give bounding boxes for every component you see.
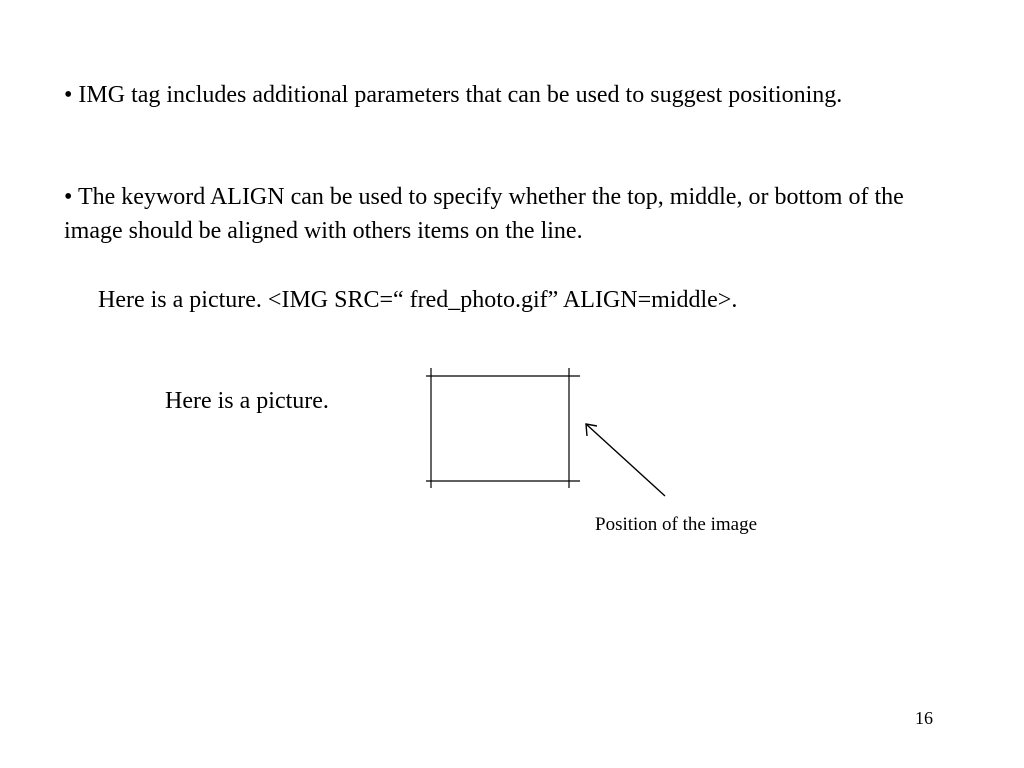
diagram-caption: Position of the image [595, 514, 758, 535]
image-position-diagram [420, 360, 680, 510]
rendered-example-text: Here is a picture. [165, 388, 329, 414]
code-example: Here is a picture. <IMG SRC=“ fred_photo.gif” ALIGN=middle>. [98, 287, 738, 313]
pointer-arrow [586, 424, 665, 496]
page-number: 16 [915, 708, 933, 728]
image-placeholder-frame [426, 368, 580, 488]
bullet-text: The keyword ALIGN can be used to specify whether the top, middle, or bottom of the image should be aligned with others items on the line. [64, 184, 904, 244]
bullet-symbol: • [64, 184, 73, 210]
bullet-point [64, 78, 944, 112]
bullet-text: IMG tag includes additional parameters that can be used to suggest positioning. [78, 82, 843, 108]
bullet-symbol: • [64, 82, 73, 108]
bullet-point [64, 180, 944, 248]
arrow-shaft [586, 424, 665, 496]
